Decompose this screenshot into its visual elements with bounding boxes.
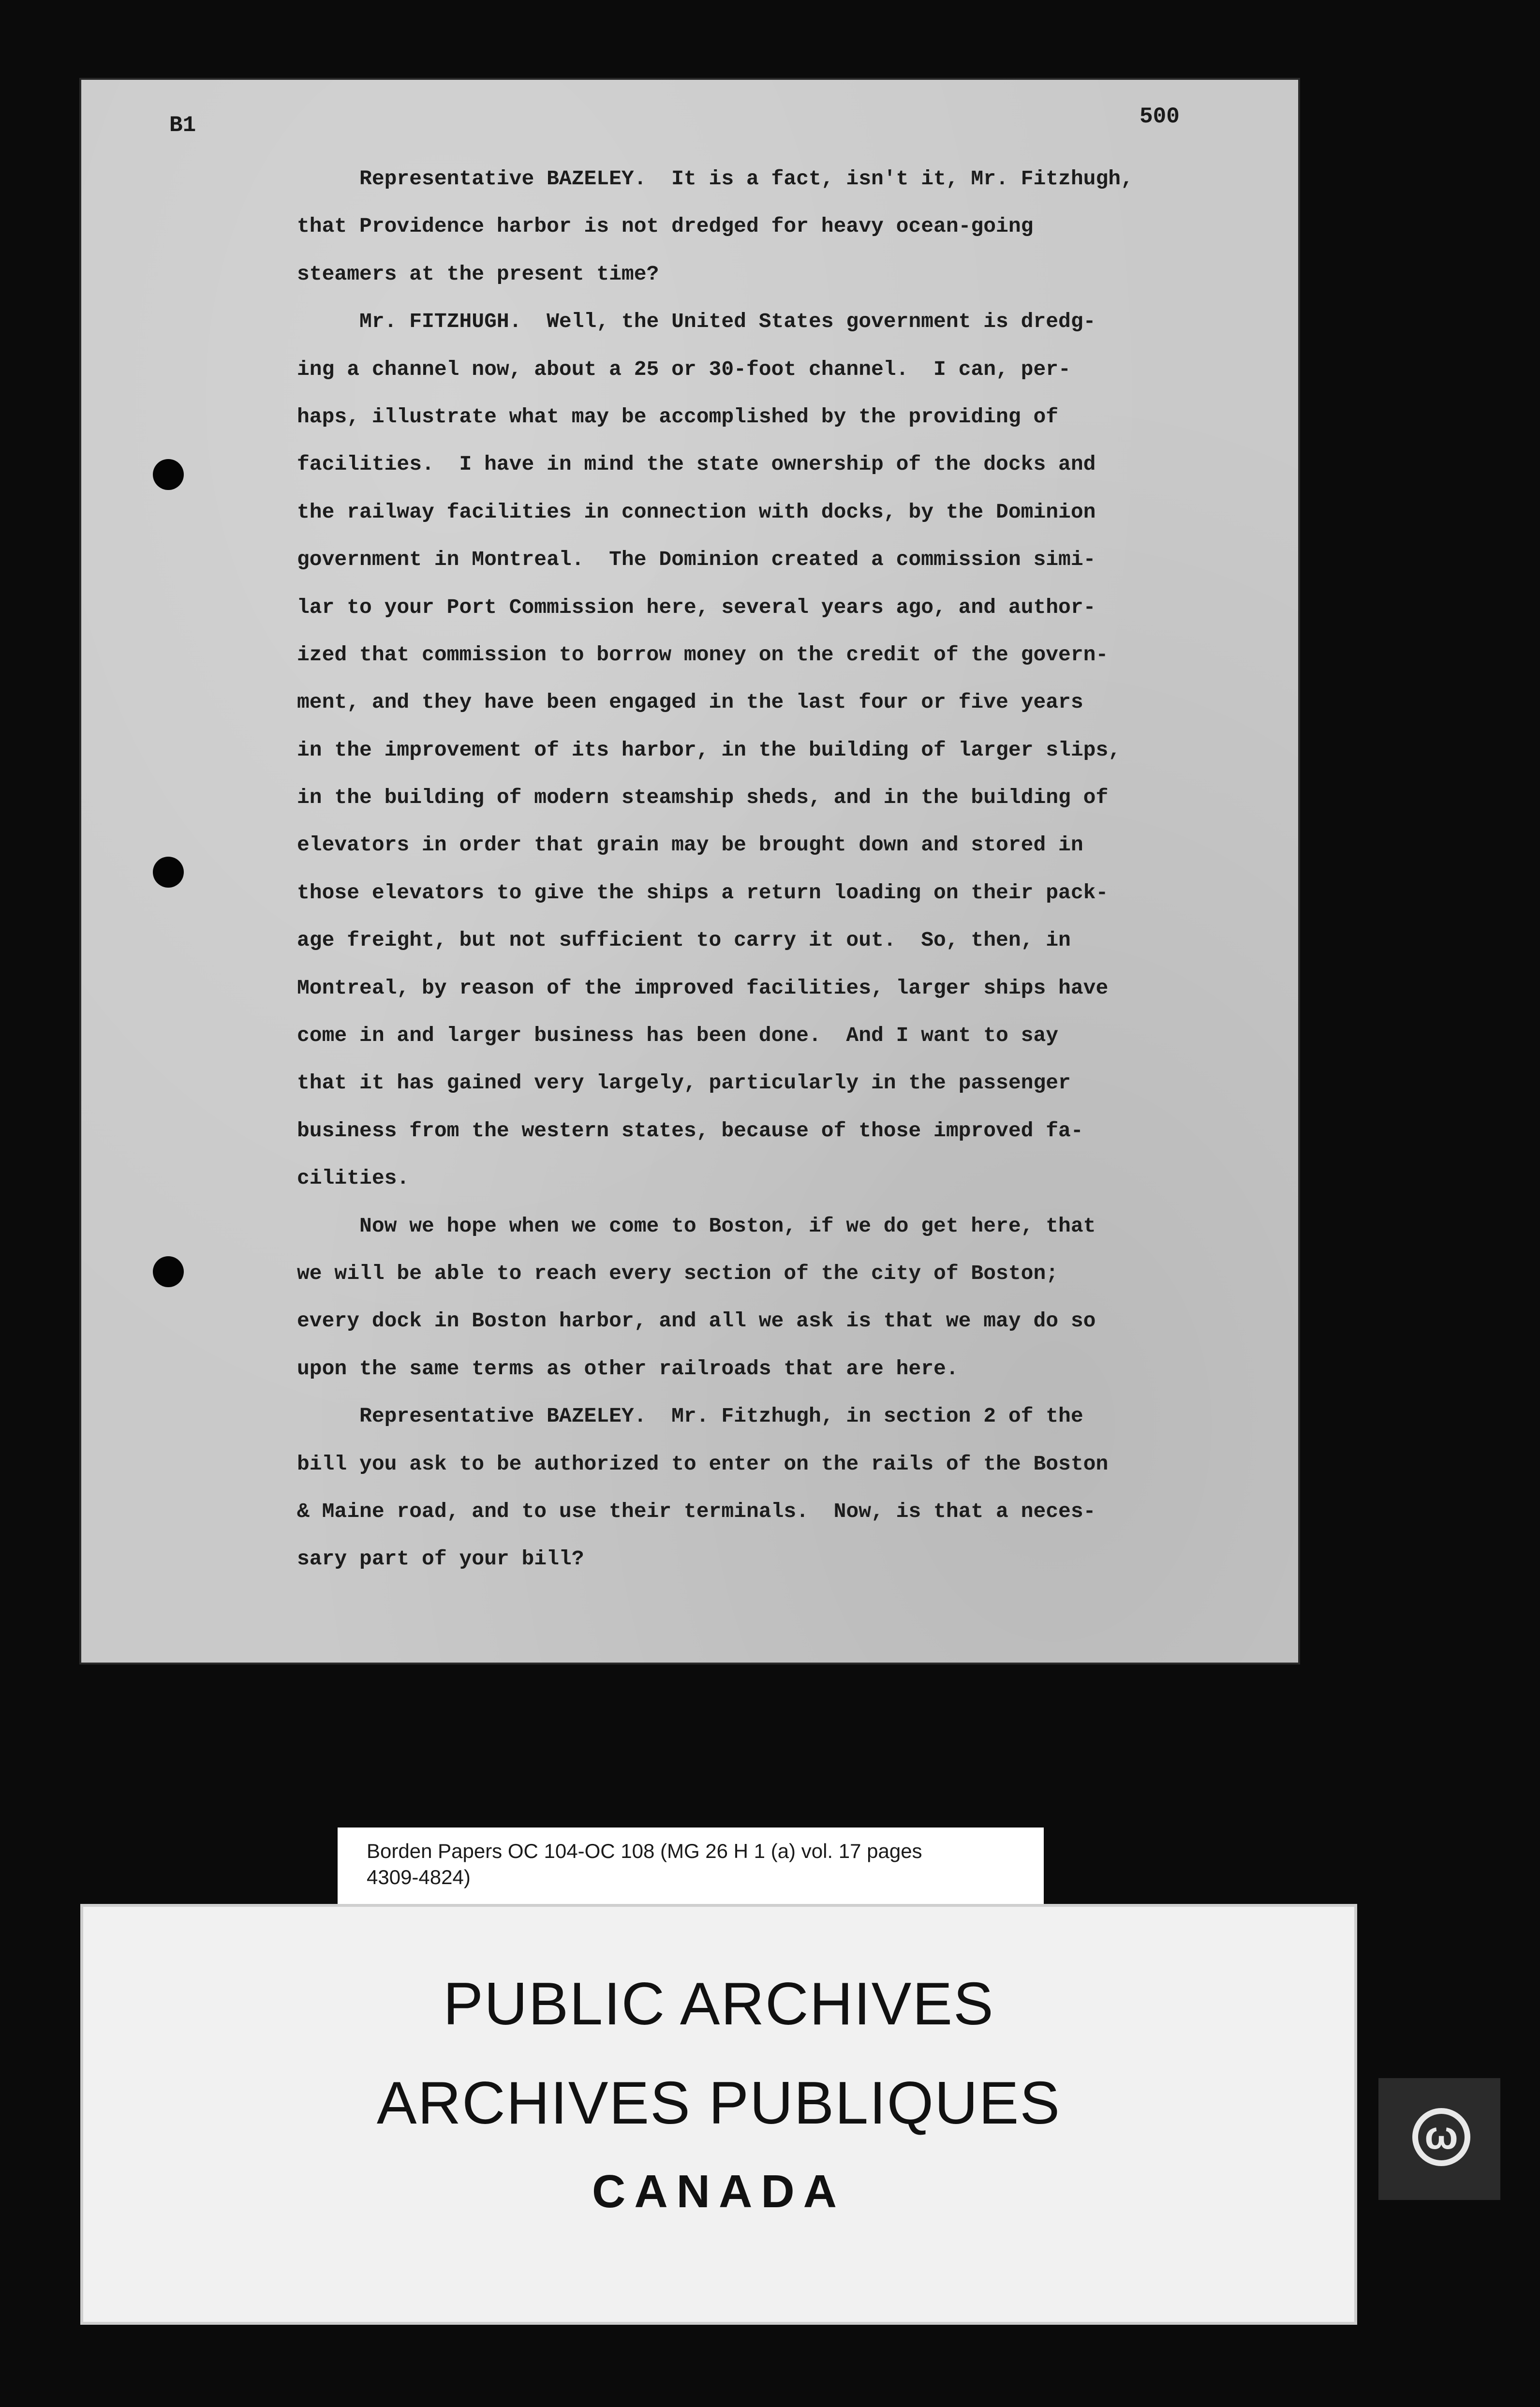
text-line: that it has gained very largely, particularly in the passenger [297, 1071, 1071, 1095]
text-line: that Providence harbor is not dredged for heavy ocean-going [297, 214, 1034, 238]
text-line: haps, illustrate what may be accomplished by the providing of [297, 404, 1059, 429]
text-line: those elevators to give the ships a return loading on their pack- [297, 880, 1109, 905]
archives-emblem-icon [1378, 2078, 1500, 2200]
text-line: age freight, but not sufficient to carry it out. So, then, in [297, 928, 1071, 952]
text-line: come in and larger business has been done. And I want to say [297, 1024, 1059, 1048]
text-line: the railway facilities in connection with docks, by the Dominion [297, 500, 1096, 524]
typed-text-body [297, 155, 1274, 1583]
index-label-line: 4309-4824) [367, 1866, 471, 1888]
text-line: sary part of your bill? [297, 1547, 584, 1571]
text-line: & Maine road, and to use their terminals. Now, is that a neces- [297, 1499, 1096, 1523]
text-line: we will be able to reach every section of the city of Boston; [297, 1261, 1059, 1285]
archives-title-french: ARCHIVES PUBLIQUES [376, 2070, 1061, 2137]
text-line: ized that commission to borrow money on the credit of the govern- [297, 642, 1109, 667]
archives-title-english: PUBLIC ARCHIVES [443, 1971, 994, 2037]
text-line: lar to your Port Commission here, several years ago, and author- [297, 595, 1096, 619]
section-code: B1 [169, 113, 196, 138]
text-line: in the building of modern steamship sheds, and in the building of [297, 786, 1109, 810]
typed-page [81, 80, 1298, 1663]
text-line: Representative BAZELEY. It is a fact, isn't it, Mr. Fitzhugh, [297, 167, 1133, 191]
collection-index-label [338, 1828, 1044, 1906]
text-line: ment, and they have been engaged in the last four or five years [297, 690, 1083, 714]
text-line: steamers at the present time? [297, 262, 659, 286]
archives-card [80, 1904, 1357, 2325]
binder-hole [153, 857, 184, 888]
text-line: bill you ask to be authorized to enter on the rails of the Boston [297, 1452, 1109, 1476]
text-line: every dock in Boston harbor, and all we ask is that we may do so [297, 1309, 1096, 1333]
text-line: Mr. FITZHUGH. Well, the United States government is dredg- [297, 310, 1096, 334]
emblem-glyph: ω [1424, 2113, 1458, 2157]
text-line: Montreal, by reason of the improved facilities, larger ships have [297, 976, 1109, 1000]
text-line: elevators in order that grain may be brought down and stored in [297, 833, 1083, 857]
text-line: ing a channel now, about a 25 or 30-foot channel. I can, per- [297, 357, 1071, 381]
binder-hole [153, 459, 184, 490]
text-line: in the improvement of its harbor, in the building of larger slips, [297, 738, 1121, 762]
text-line: government in Montreal. The Dominion created a commission simi- [297, 548, 1096, 572]
text-line: cilities. [297, 1166, 410, 1190]
text-line: business from the western states, because of those improved fa- [297, 1118, 1083, 1143]
text-line: facilities. I have in mind the state ownership of the docks and [297, 452, 1096, 476]
text-line: Now we hope when we come to Boston, if we do get here, that [297, 1214, 1096, 1238]
text-line: upon the same terms as other railroads that are here. [297, 1356, 959, 1381]
archives-country: CANADA [592, 2166, 845, 2217]
index-label-line: Borden Papers OC 104-OC 108 (MG 26 H 1 (a) vol. 17 pages [367, 1840, 922, 1862]
binder-hole [153, 1256, 184, 1287]
text-line: Representative BAZELEY. Mr. Fitzhugh, in section 2 of the [297, 1404, 1083, 1428]
page-number: 500 [1140, 104, 1180, 129]
